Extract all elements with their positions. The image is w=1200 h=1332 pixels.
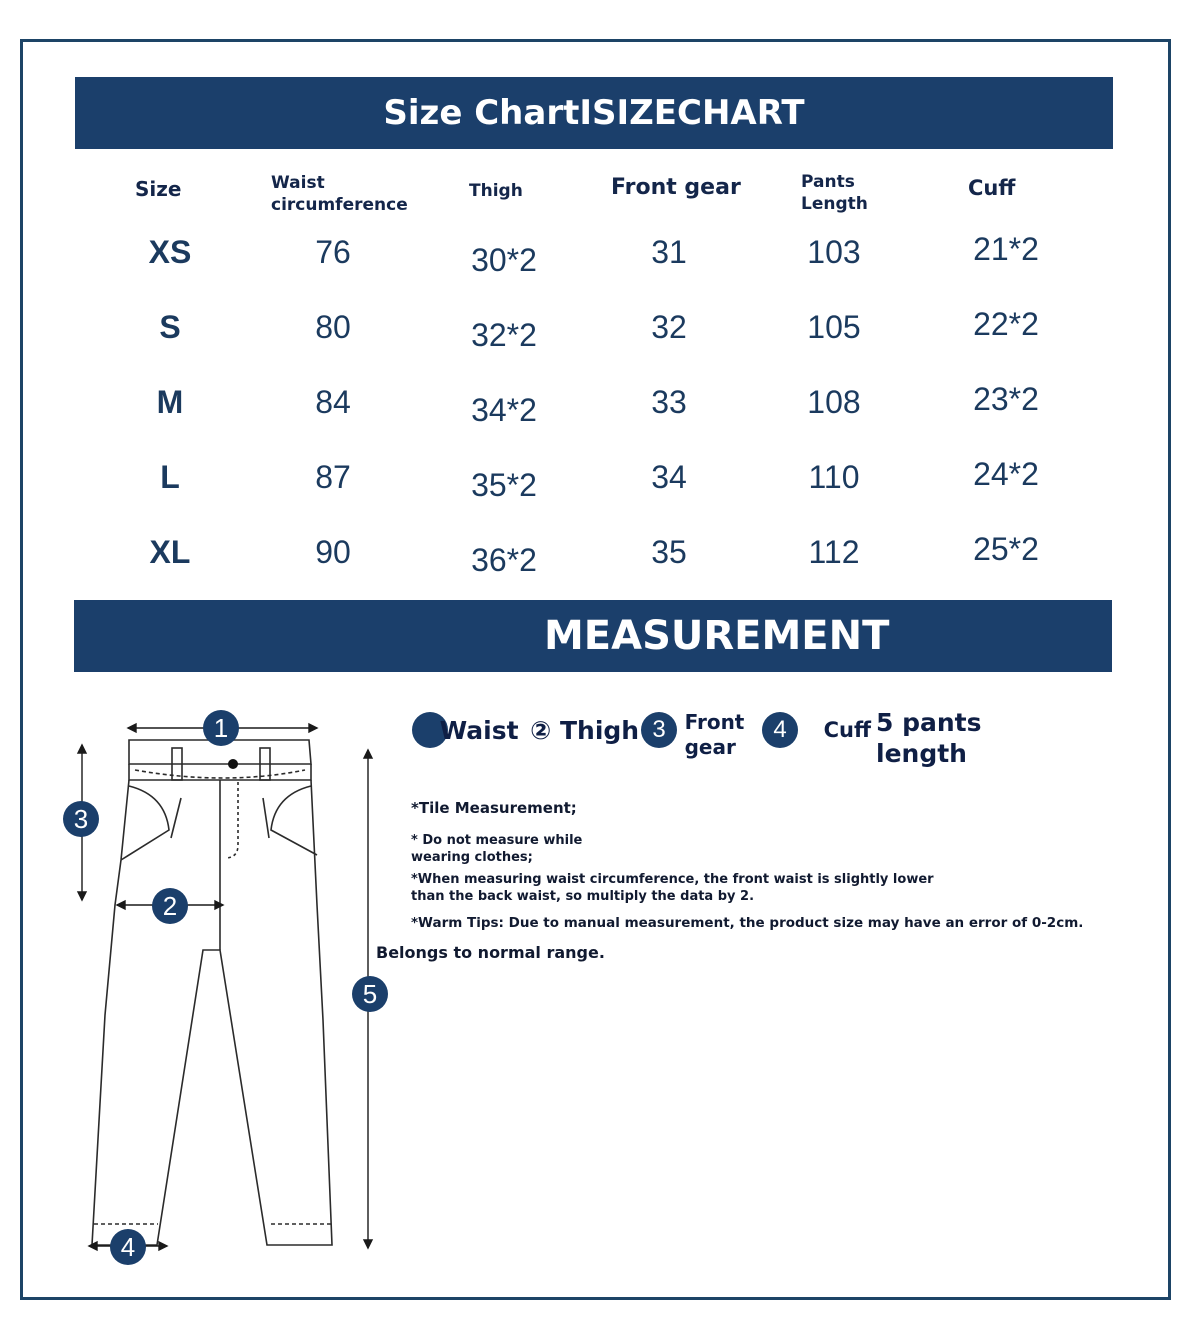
note-clothes-line1: * Do not measure while [411,833,583,848]
size-chart-title: Size ChartISIZECHART [75,77,1113,149]
cell-waist: 84 [315,384,351,420]
legend-thigh-label: ② Thigh [530,715,640,745]
legend-pants-length [876,707,982,769]
header-pants-length [801,171,868,215]
legend-waist-label: Waist [439,715,519,745]
cell-thigh: 34*2 [471,392,537,428]
note-normal-range: Belongs to normal range. [376,943,605,962]
cell-pants-length: 108 [807,384,861,420]
marker-2-label: 2 [162,891,178,921]
marker-5-label: 5 [362,979,378,1009]
cell-cuff: 21*2 [973,231,1039,267]
header-cuff: Cuff [968,176,1016,200]
cell-thigh: 36*2 [471,542,537,578]
header-waist-line2: circumference [271,195,408,215]
marker-1-label: 1 [213,713,229,743]
cell-size: XL [149,534,191,570]
header-front-gear: Front gear [611,175,741,200]
legend-front-line2: gear [684,735,736,759]
cell-front-gear: 35 [651,534,687,570]
legend-front-line1: Front [684,710,745,734]
cell-front-gear: 33 [651,384,687,420]
cell-size: S [159,309,181,345]
cell-waist: 90 [315,534,351,570]
measurement-title: MEASUREMENT [74,600,1112,672]
button-dot [228,759,238,769]
legend-front-gear [641,710,744,760]
cell-thigh: 30*2 [471,242,537,278]
note-waist-line1: *When measuring waist circumference, the front waist is slightly lower [411,872,934,887]
cell-front-gear: 31 [651,234,687,270]
note-waist-line2: than the back waist, so multiply the data by 2. [411,889,755,904]
header-pants-line2: Length [801,194,868,214]
table-row [0,456,1200,509]
marker-3-label: 3 [73,804,89,834]
cell-waist: 80 [315,309,351,345]
cell-front-gear: 34 [651,459,687,495]
cell-pants-length: 103 [807,234,861,270]
legend-cuff-label: Cuff [823,718,871,742]
cell-front-gear: 32 [651,309,687,345]
header-waist-line1: Waist [271,173,325,193]
header-waist [271,172,408,216]
pants-diagram [55,700,405,1275]
table-row [0,381,1200,434]
header-pants-line1: Pants [801,172,855,192]
cell-waist: 76 [315,234,351,270]
table-row [0,306,1200,359]
cell-cuff: 22*2 [973,306,1039,342]
note-clothes [411,832,582,866]
cell-size: L [160,459,180,495]
cell-cuff: 24*2 [973,456,1039,492]
cell-thigh: 35*2 [471,467,537,503]
marker-3-icon: 3 [641,712,677,748]
table-row [0,231,1200,284]
legend-pants-line1: 5 pants [876,708,982,737]
legend-waist [412,712,639,748]
marker-4-icon: 4 [762,712,798,748]
cell-pants-length: 110 [808,459,860,495]
cell-cuff: 23*2 [973,381,1039,417]
marker-4-label: 4 [120,1232,136,1262]
cell-size: XS [148,234,192,270]
note-clothes-line2: wearing clothes; [411,850,533,865]
cell-waist: 87 [315,459,351,495]
note-warm-tips: *Warm Tips: Due to manual measurement, the product size may have an error of 0-2cm. [411,915,1084,931]
note-waist [411,871,934,905]
table-row [0,531,1200,584]
cell-pants-length: 112 [808,534,860,570]
cell-cuff: 25*2 [973,531,1039,567]
legend-pants-line2: length [876,739,967,768]
header-size: Size [135,177,182,201]
cell-size: M [156,384,184,420]
note-tile: *Tile Measurement; [411,799,577,817]
legend-cuff [762,712,871,748]
cell-pants-length: 105 [807,309,861,345]
header-thigh: Thigh [469,181,523,201]
cell-thigh: 32*2 [471,317,537,353]
